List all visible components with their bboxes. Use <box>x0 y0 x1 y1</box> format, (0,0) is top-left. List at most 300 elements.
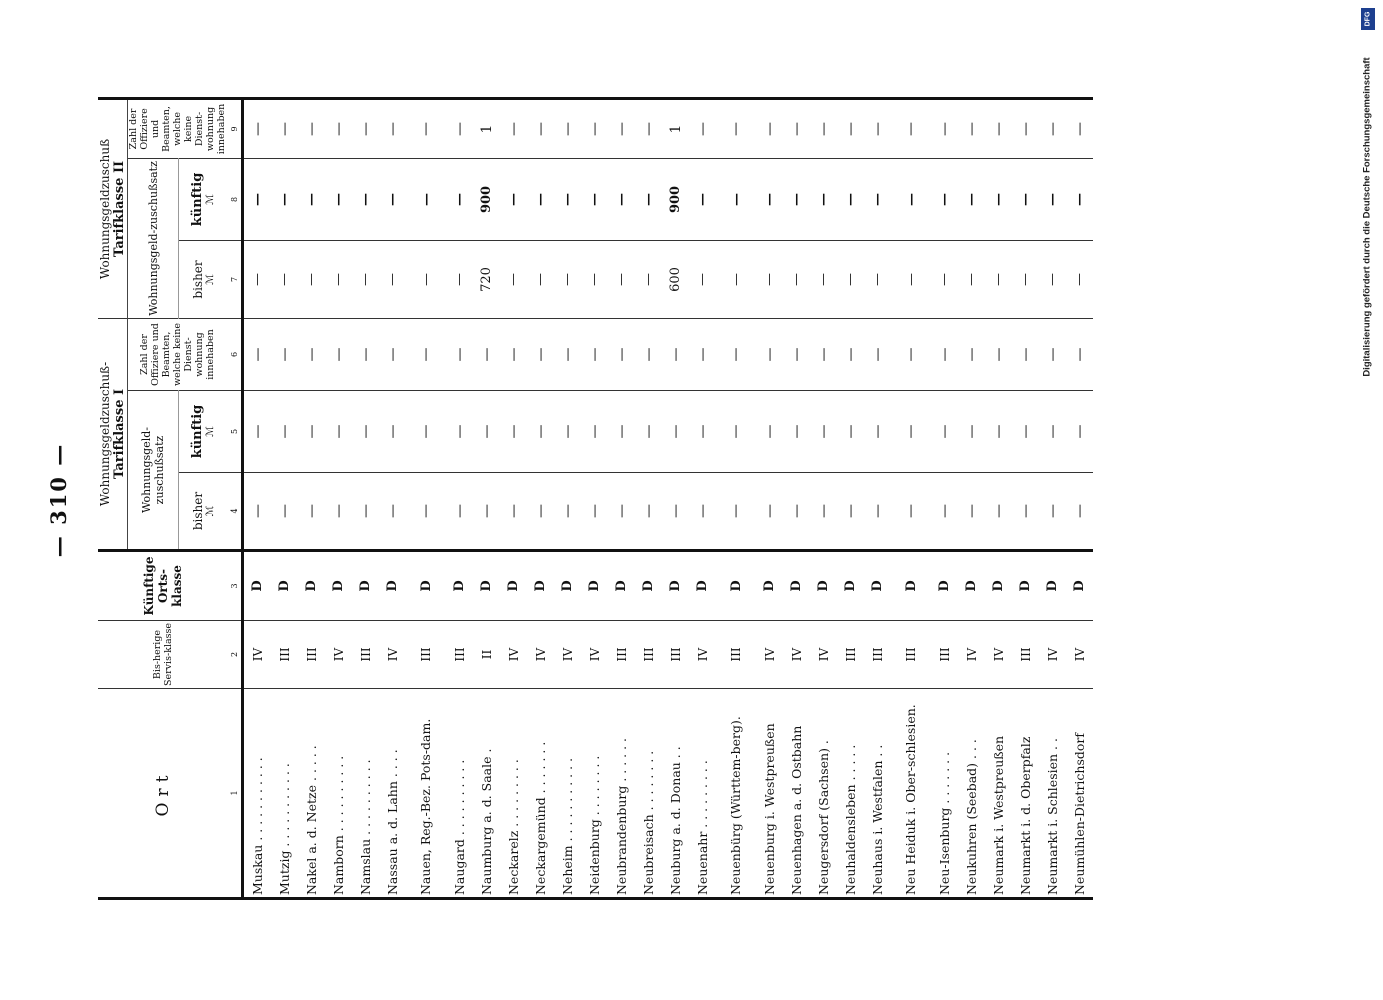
t2-zahl-cell: 1 <box>473 98 500 158</box>
t1-kuenftig-cell: — <box>783 391 810 473</box>
t1-bisher-cell: — <box>581 473 608 551</box>
t1-bisher-cell: — <box>689 473 716 551</box>
t1-bisher-cell: — <box>446 473 473 551</box>
bisherige-cell: IV <box>1039 621 1066 689</box>
kuenftige-cell: D <box>662 551 689 621</box>
header-kuenftig-1: künftig ℳ <box>179 391 228 473</box>
ort-cell: Neumarkt i. Schlesien . . <box>1044 738 1060 895</box>
t2-zahl-cell: — <box>756 98 783 158</box>
kuenftige-cell: D <box>581 551 608 621</box>
t1-bisher-cell: — <box>527 473 554 551</box>
t2-bisher-cell: — <box>1066 240 1093 318</box>
t2-kuenftig-cell: — <box>298 158 325 240</box>
bisherige-cell: IV <box>783 621 810 689</box>
t1-zahl-cell: — <box>473 318 500 390</box>
t2-kuenftig-cell: — <box>1039 158 1066 240</box>
kuenftige-cell: D <box>352 551 379 621</box>
t2-kuenftig-cell: 900 <box>473 158 500 240</box>
t2-bisher-cell: — <box>810 240 837 318</box>
ort-cell: Mutzig . . . . . . . . . . . <box>276 763 292 895</box>
t2-bisher-cell: — <box>554 240 581 318</box>
t2-kuenftig-cell: — <box>406 158 446 240</box>
t2-kuenftig-cell: — <box>985 158 1012 240</box>
t2-kuenftig-cell: — <box>864 158 891 240</box>
ort-cell: Neckarelz . . . . . . . . . <box>505 759 521 895</box>
table-row <box>406 98 446 898</box>
bisherige-cell: IV <box>581 621 608 689</box>
tariff-table <box>98 97 1093 900</box>
table-row <box>716 98 756 898</box>
kuenftige-cell: D <box>716 551 756 621</box>
t1-kuenftig-cell: — <box>298 391 325 473</box>
bisherige-cell: III <box>446 621 473 689</box>
kuenftige-cell: D <box>931 551 958 621</box>
table-row <box>243 98 272 898</box>
ort-cell: Neubrandenburg . . . . . . <box>613 737 629 895</box>
t2-kuenftig-cell: — <box>581 158 608 240</box>
t2-zahl-cell: 1 <box>662 98 689 158</box>
t2-zahl-cell: — <box>554 98 581 158</box>
t1-kuenftig-cell: — <box>864 391 891 473</box>
table-row <box>298 98 325 898</box>
t1-zahl-cell: — <box>958 318 985 390</box>
table-row <box>608 98 635 898</box>
header-ort: Ort <box>152 769 173 817</box>
t1-kuenftig-cell: — <box>352 391 379 473</box>
t1-kuenftig-cell: — <box>810 391 837 473</box>
t2-kuenftig-cell: — <box>379 158 406 240</box>
t2-zahl-cell: — <box>608 98 635 158</box>
t2-bisher-cell: 600 <box>662 240 689 318</box>
table-row <box>554 98 581 898</box>
t1-zahl-cell: — <box>635 318 662 390</box>
t1-bisher-cell: — <box>635 473 662 551</box>
t1-bisher-cell: — <box>783 473 810 551</box>
t2-bisher-cell: — <box>581 240 608 318</box>
kuenftige-cell: D <box>608 551 635 621</box>
kuenftige-cell: D <box>446 551 473 621</box>
t1-zahl-cell: — <box>689 318 716 390</box>
t1-zahl-cell: — <box>500 318 527 390</box>
table-row <box>891 98 931 898</box>
kuenftige-cell: D <box>689 551 716 621</box>
t1-zahl-cell: — <box>1066 318 1093 390</box>
t2-zahl-cell: — <box>527 98 554 158</box>
t1-zahl-cell: — <box>891 318 931 390</box>
bisherige-cell: IV <box>985 621 1012 689</box>
t2-zahl-cell: — <box>243 98 272 158</box>
ort-cell: Neidenburg . . . . . . . . <box>586 755 602 895</box>
t1-bisher-cell: — <box>379 473 406 551</box>
t1-kuenftig-cell: — <box>985 391 1012 473</box>
t1-kuenftig-cell: — <box>379 391 406 473</box>
ort-cell: Neu-Isenburg . . . . . . . <box>936 751 952 895</box>
t1-bisher-cell: — <box>662 473 689 551</box>
ort-cell: Neckargemünd . . . . . . . <box>532 741 548 895</box>
kuenftige-cell: D <box>1066 551 1093 621</box>
ort-cell: Neumark i. Westpreußen <box>990 735 1006 895</box>
bisherige-cell: IV <box>243 621 272 689</box>
ort-cell: Neuhaus i. Westfalen . . <box>869 744 885 895</box>
t2-bisher-cell: — <box>716 240 756 318</box>
t1-bisher-cell: — <box>554 473 581 551</box>
t2-kuenftig-cell: — <box>243 158 272 240</box>
ort-cell: Muskau . . . . . . . . . . . <box>249 757 265 895</box>
t2-kuenftig-cell: — <box>446 158 473 240</box>
table-row <box>810 98 837 898</box>
t1-zahl-cell: — <box>406 318 446 390</box>
t1-kuenftig-cell: — <box>891 391 931 473</box>
t2-zahl-cell: — <box>581 98 608 158</box>
t1-bisher-cell: — <box>406 473 446 551</box>
t1-kuenftig-cell: — <box>716 391 756 473</box>
kuenftige-cell: D <box>864 551 891 621</box>
table-row <box>662 98 689 898</box>
t1-kuenftig-cell: — <box>756 391 783 473</box>
t1-kuenftig-cell: — <box>527 391 554 473</box>
t1-kuenftig-cell: — <box>689 391 716 473</box>
t1-zahl-cell: — <box>837 318 864 390</box>
t1-zahl-cell: — <box>446 318 473 390</box>
t2-bisher-cell: — <box>958 240 985 318</box>
table-row <box>325 98 352 898</box>
t2-kuenftig-cell: — <box>635 158 662 240</box>
bisherige-cell: IV <box>958 621 985 689</box>
bisherige-cell: IV <box>325 621 352 689</box>
header-kuenftig-2: künftig ℳ <box>179 158 228 240</box>
t2-zahl-cell: — <box>1066 98 1093 158</box>
ort-cell: Nakel a. d. Netze . . . . . <box>303 745 319 895</box>
t2-zahl-cell: — <box>958 98 985 158</box>
t1-bisher-cell: — <box>473 473 500 551</box>
table-row <box>1066 98 1093 898</box>
ort-cell: Neumarkt i. d. Oberpfalz <box>1017 736 1033 895</box>
bisherige-cell: III <box>298 621 325 689</box>
t2-kuenftig-cell: — <box>325 158 352 240</box>
t1-kuenftig-cell: — <box>243 391 272 473</box>
t1-kuenftig-cell: — <box>1066 391 1093 473</box>
ort-cell: Neuenburg i. Westpreußen <box>761 723 777 895</box>
t1-kuenftig-cell: — <box>406 391 446 473</box>
t2-bisher-cell: — <box>756 240 783 318</box>
t1-kuenftig-cell: — <box>581 391 608 473</box>
bisherige-cell: IV <box>379 621 406 689</box>
t2-bisher-cell: — <box>635 240 662 318</box>
ort-cell: Neuenahr . . . . . . . . . <box>694 760 710 895</box>
header-zuschuss-2: Wohnungsgeld-zuschußsatz <box>128 158 179 318</box>
t1-bisher-cell: — <box>1012 473 1039 551</box>
bisherige-cell: III <box>662 621 689 689</box>
t1-bisher-cell: — <box>325 473 352 551</box>
t2-bisher-cell: — <box>837 240 864 318</box>
t1-kuenftig-cell: — <box>608 391 635 473</box>
kuenftige-cell: D <box>325 551 352 621</box>
t2-bisher-cell: — <box>891 240 931 318</box>
t2-zahl-cell: — <box>1012 98 1039 158</box>
t1-zahl-cell: — <box>608 318 635 390</box>
t2-kuenftig-cell: — <box>1012 158 1039 240</box>
ort-cell: Nauen, Reg.-Bez. Pots-dam. <box>418 718 433 895</box>
t2-zahl-cell: — <box>379 98 406 158</box>
t1-kuenftig-cell: — <box>446 391 473 473</box>
col-number: 5 <box>227 391 243 473</box>
t1-zahl-cell: — <box>325 318 352 390</box>
t2-bisher-cell: — <box>406 240 446 318</box>
t2-bisher-cell: — <box>1039 240 1066 318</box>
t1-bisher-cell: — <box>1039 473 1066 551</box>
kuenftige-cell: D <box>837 551 864 621</box>
bisherige-cell: III <box>608 621 635 689</box>
t2-kuenftig-cell: — <box>810 158 837 240</box>
t1-zahl-cell: — <box>783 318 810 390</box>
t2-zahl-cell: — <box>716 98 756 158</box>
t1-zahl-cell: — <box>864 318 891 390</box>
page-number: — 310 — <box>46 442 71 558</box>
kuenftige-cell: D <box>810 551 837 621</box>
t2-bisher-cell: — <box>931 240 958 318</box>
t2-bisher-cell: — <box>608 240 635 318</box>
t2-zahl-cell: — <box>891 98 931 158</box>
ort-cell: Namborn . . . . . . . . . . <box>330 755 346 895</box>
t2-bisher-cell: — <box>1012 240 1039 318</box>
t2-zahl-cell: — <box>810 98 837 158</box>
ort-cell: Naumburg a. d. Saale . <box>478 748 494 895</box>
t2-kuenftig-cell: — <box>352 158 379 240</box>
col-number: 9 <box>227 98 243 158</box>
t1-bisher-cell: — <box>756 473 783 551</box>
table-row <box>527 98 554 898</box>
t1-kuenftig-cell: — <box>500 391 527 473</box>
table-row <box>756 98 783 898</box>
table-row <box>931 98 958 898</box>
col-number: 7 <box>227 240 243 318</box>
bisherige-cell: III <box>271 621 298 689</box>
t1-kuenftig-cell: — <box>473 391 500 473</box>
kuenftige-cell: D <box>527 551 554 621</box>
kuenftige-cell: D <box>1039 551 1066 621</box>
bisherige-cell: III <box>352 621 379 689</box>
kuenftige-cell: D <box>958 551 985 621</box>
t2-bisher-cell: 720 <box>473 240 500 318</box>
bisherige-cell: IV <box>756 621 783 689</box>
t1-kuenftig-cell: — <box>635 391 662 473</box>
t2-bisher-cell: — <box>783 240 810 318</box>
dfg-logo-icon: DFG <box>1361 8 1375 30</box>
t2-kuenftig-cell: — <box>756 158 783 240</box>
table-row <box>271 98 298 898</box>
t1-zahl-cell: — <box>985 318 1012 390</box>
col-number: 2 <box>227 621 243 689</box>
t1-zahl-cell: — <box>243 318 272 390</box>
t2-kuenftig-cell: — <box>527 158 554 240</box>
header-bisher-2: bisher ℳ <box>179 240 228 318</box>
t2-zahl-cell: — <box>931 98 958 158</box>
t1-zahl-cell: — <box>716 318 756 390</box>
t1-zahl-cell: — <box>756 318 783 390</box>
t2-bisher-cell: — <box>325 240 352 318</box>
t1-bisher-cell: — <box>837 473 864 551</box>
table-row <box>837 98 864 898</box>
col-number: 8 <box>227 158 243 240</box>
kuenftige-cell: D <box>1012 551 1039 621</box>
t1-bisher-cell: — <box>1066 473 1093 551</box>
kuenftige-cell: D <box>298 551 325 621</box>
t1-zahl-cell: — <box>662 318 689 390</box>
header-bisherige: Bis-herige Servis-klasse <box>98 621 227 689</box>
t2-bisher-cell: — <box>527 240 554 318</box>
t2-zahl-cell: — <box>783 98 810 158</box>
header-bisher-1: bisher ℳ <box>179 473 228 551</box>
t2-kuenftig-cell: — <box>891 158 931 240</box>
t1-bisher-cell: — <box>716 473 756 551</box>
t1-kuenftig-cell: — <box>837 391 864 473</box>
table-row <box>446 98 473 898</box>
t2-zahl-cell: — <box>352 98 379 158</box>
col-number: 6 <box>227 318 243 390</box>
t2-zahl-cell: — <box>406 98 446 158</box>
t1-kuenftig-cell: — <box>931 391 958 473</box>
t2-bisher-cell: — <box>985 240 1012 318</box>
t1-kuenftig-cell: — <box>271 391 298 473</box>
t2-bisher-cell: — <box>243 240 272 318</box>
dfg-sidebar <box>1359 8 1375 400</box>
ort-cell: Neubreisach . . . . . . . . <box>640 750 656 895</box>
t2-bisher-cell: — <box>271 240 298 318</box>
t1-bisher-cell: — <box>958 473 985 551</box>
t2-kuenftig-cell: — <box>783 158 810 240</box>
table-row <box>1012 98 1039 898</box>
table-row <box>379 98 406 898</box>
bisherige-cell: III <box>891 621 931 689</box>
bisherige-cell: II <box>473 621 500 689</box>
kuenftige-cell: D <box>985 551 1012 621</box>
ort-cell: Naugard . . . . . . . . . . <box>451 759 467 895</box>
t2-kuenftig-cell: — <box>500 158 527 240</box>
t1-zahl-cell: — <box>581 318 608 390</box>
ort-cell: Neukuhren (Seebad) . . . <box>963 739 979 895</box>
col-number: 4 <box>227 473 243 551</box>
t1-zahl-cell: — <box>1012 318 1039 390</box>
kuenftige-cell: D <box>554 551 581 621</box>
t1-kuenftig-cell: — <box>958 391 985 473</box>
col-number: 1 <box>227 689 243 899</box>
t2-bisher-cell: — <box>864 240 891 318</box>
t2-kuenftig-cell: — <box>716 158 756 240</box>
table-row <box>635 98 662 898</box>
table-row <box>985 98 1012 898</box>
t2-bisher-cell: — <box>500 240 527 318</box>
t2-kuenftig-cell: — <box>1066 158 1093 240</box>
t2-zahl-cell: — <box>1039 98 1066 158</box>
table-row <box>500 98 527 898</box>
t1-zahl-cell: — <box>271 318 298 390</box>
header-group-tarif-1: Wohnungsgeldzuschuß- Tarifklasse I <box>98 318 128 550</box>
dfg-credit-text: Digitalisierung gefördert durch die Deutsche Forschungsgemeinschaft <box>1361 57 1373 377</box>
t1-bisher-cell: — <box>931 473 958 551</box>
t1-zahl-cell: — <box>1039 318 1066 390</box>
t1-bisher-cell: — <box>271 473 298 551</box>
table-row <box>864 98 891 898</box>
ort-cell: Neugersdorf (Sachsen) . <box>815 740 831 895</box>
t1-zahl-cell: — <box>352 318 379 390</box>
t1-kuenftig-cell: — <box>1012 391 1039 473</box>
ort-cell: Neuburg a. d. Donau . . <box>667 746 683 895</box>
t1-bisher-cell: — <box>864 473 891 551</box>
t2-zahl-cell: — <box>271 98 298 158</box>
t2-kuenftig-cell: — <box>608 158 635 240</box>
bisherige-cell: III <box>864 621 891 689</box>
ort-cell: Neuhaldensleben . . . . . <box>842 744 858 895</box>
ort-cell: Neu Heiduk i. Ober-schlesien. <box>903 704 918 895</box>
col-number: 3 <box>227 551 243 621</box>
t2-kuenftig-cell: 900 <box>662 158 689 240</box>
t1-zahl-cell: — <box>810 318 837 390</box>
table-row <box>958 98 985 898</box>
t1-kuenftig-cell: — <box>325 391 352 473</box>
t1-zahl-cell: — <box>379 318 406 390</box>
bisherige-cell: III <box>635 621 662 689</box>
ort-cell: Neumühlen-Dietrichsdorf <box>1071 732 1087 895</box>
bisherige-cell: IV <box>1066 621 1093 689</box>
bisherige-cell: III <box>837 621 864 689</box>
kuenftige-cell: D <box>379 551 406 621</box>
t2-zahl-cell: — <box>298 98 325 158</box>
bisherige-cell: IV <box>689 621 716 689</box>
t1-bisher-cell: — <box>243 473 272 551</box>
t2-kuenftig-cell: — <box>837 158 864 240</box>
bisherige-cell: IV <box>810 621 837 689</box>
t2-zahl-cell: — <box>864 98 891 158</box>
t1-bisher-cell: — <box>985 473 1012 551</box>
bisherige-cell: III <box>1012 621 1039 689</box>
table-row <box>352 98 379 898</box>
t1-zahl-cell: — <box>527 318 554 390</box>
kuenftige-cell: D <box>243 551 272 621</box>
table-body <box>243 98 1094 898</box>
header-kuenftige: Künftige Orts-klasse <box>98 551 227 621</box>
ort-cell: Nassau a. d. Lahn . . . . <box>384 749 400 895</box>
kuenftige-cell: D <box>271 551 298 621</box>
t2-zahl-cell: — <box>446 98 473 158</box>
t2-kuenftig-cell: — <box>689 158 716 240</box>
t1-bisher-cell: — <box>608 473 635 551</box>
table-row <box>1039 98 1066 898</box>
kuenftige-cell: D <box>635 551 662 621</box>
ort-cell: Neuenhagen a. d. Ostbahn <box>788 725 804 895</box>
t2-bisher-cell: — <box>689 240 716 318</box>
kuenftige-cell: D <box>756 551 783 621</box>
header-zuschuss-1: Wohnungsgeld-zuschußsatz <box>128 391 179 551</box>
t2-zahl-cell: — <box>325 98 352 158</box>
header-group-tarif-2: Wohnungsgeldzuschuß Tarifklasse II <box>98 98 128 318</box>
kuenftige-cell: D <box>406 551 446 621</box>
t1-bisher-cell: — <box>352 473 379 551</box>
t1-bisher-cell: — <box>810 473 837 551</box>
table-row <box>783 98 810 898</box>
table-row <box>473 98 500 898</box>
t2-bisher-cell: — <box>446 240 473 318</box>
t1-bisher-cell: — <box>500 473 527 551</box>
t2-bisher-cell: — <box>379 240 406 318</box>
t2-kuenftig-cell: — <box>958 158 985 240</box>
t1-zahl-cell: — <box>554 318 581 390</box>
t1-bisher-cell: — <box>891 473 931 551</box>
ort-cell: Neuenbürg (Württem-berg). <box>728 716 743 895</box>
t2-bisher-cell: — <box>298 240 325 318</box>
t2-zahl-cell: — <box>837 98 864 158</box>
t2-kuenftig-cell: — <box>271 158 298 240</box>
ort-cell: Neheim . . . . . . . . . . . <box>559 757 575 895</box>
